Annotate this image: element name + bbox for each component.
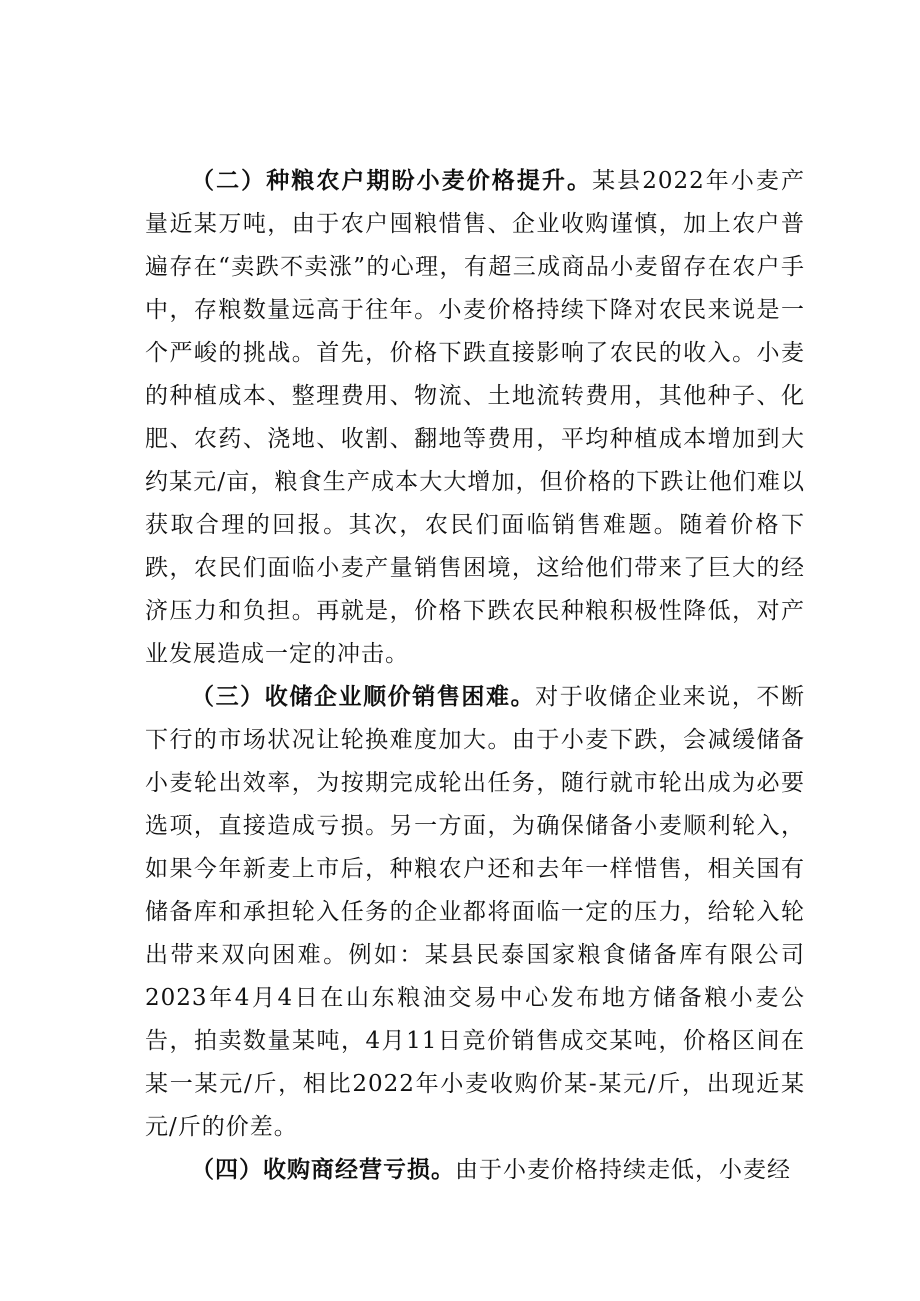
paragraph-farmers <box>145 160 805 676</box>
paragraph-text: 由于小麦价格持续走低，小麦经 <box>455 1157 791 1183</box>
paragraph-text: 对于收储企业来说，不断下行的市场状况让轮换难度加大。由于小麦下跌，会减缓储备小麦轮出效率，为按期完成轮出任务，随行就市轮出成为必要选项，直接造成亏损。另一方面，为确保储备小麦顺利轮入，如果今年新麦上市后，种粮农户还和去年一样惜售，相关国有储备库和承担轮入任务的企业都将面临一定的压力，给轮入轮出带来双向困难。例如：某县民泰国家粮食储备库有限公司2023年4月4日在山东粮油交易中心发布地方储备粮小麦公告，拍卖数量某吨，4月11日竞价销售成交某吨，价格区间在某一某元/斤，相比2022年小麦收购价某-某元/斤，出现近某元/斤的价差。 <box>145 684 806 1140</box>
paragraph-storage-enterprises <box>145 676 805 1149</box>
section-heading-4: （四）收购商经营亏损。 <box>191 1157 455 1183</box>
document-body <box>145 160 805 1192</box>
section-heading-3: （三）收储企业顺价销售困难。 <box>191 684 536 710</box>
paragraph-purchasers <box>145 1149 805 1192</box>
section-heading-2: （二）种粮农户期盼小麦价格提升。 <box>191 168 593 194</box>
paragraph-text: 某县2022年小麦产量近某万吨，由于农户囤粮惜售、企业收购谨慎，加上农户普遍存在“卖跌不卖涨”的心理，有超三成商品小麦留存在农户手中，存粮数量远高于往年。小麦价格持续下降对农民来说是一个严峻的挑战。首先，价格下跌直接影响了农民的收入。小麦的种植成本、整理费用、物流、土地流转费用，其他种子、化肥、农药、浇地、收割、翻地等费用，平均种植成本增加到大约某元/亩，粮食生产成本大大增加，但价格的下跌让他们难以获取合理的回报。其次，农民们面临销售难题。随着价格下跌，农民们面临小麦产量销售困境，这给他们带来了巨大的经济压力和负担。再就是，价格下跌农民种粮积极性降低，对产业发展造成一定的冲击。 <box>145 168 805 667</box>
